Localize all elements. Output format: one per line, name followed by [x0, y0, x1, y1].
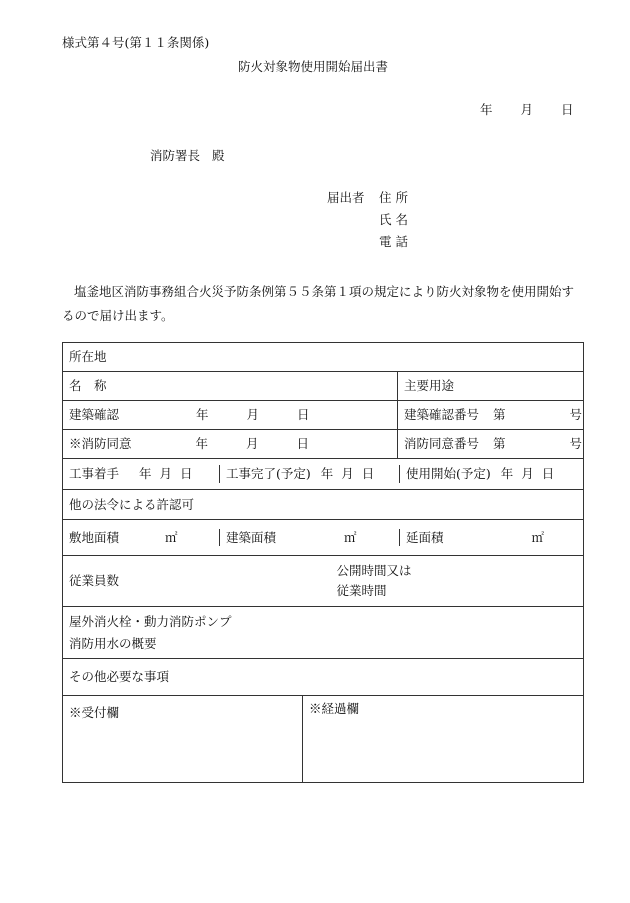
other-items-label: その他必要な事項	[69, 669, 170, 685]
month-label: 月	[246, 436, 259, 452]
name-cell[interactable]	[63, 372, 398, 401]
table-row	[63, 459, 584, 490]
other-permits-cell[interactable]	[63, 490, 584, 520]
open-hours-cell[interactable]	[337, 556, 584, 607]
construction-complete-label: 工事完了(予定)	[226, 466, 311, 482]
construction-start-label: 工事着手	[69, 466, 120, 482]
dai-label: 第	[493, 407, 506, 423]
date-line	[480, 104, 574, 117]
building-confirm-no-label: 建築確認番号	[404, 407, 480, 423]
building-confirm-cell[interactable]	[63, 401, 398, 430]
location-label: 所在地	[69, 349, 107, 365]
building-area-cell[interactable]	[220, 529, 400, 547]
table-row	[63, 401, 584, 430]
month-label: 月	[246, 407, 260, 423]
day-label: 日	[297, 407, 310, 423]
building-confirm-label: 建築確認	[69, 407, 120, 423]
month-label: 月	[521, 466, 534, 482]
progress-cell[interactable]	[303, 696, 583, 782]
floor-area-cell[interactable]	[400, 529, 583, 547]
other-permits-label: 他の法令による許認可	[69, 496, 195, 512]
name-label: 名 称	[69, 378, 107, 394]
document-title: 防火対象物使用開始届出書	[238, 59, 389, 74]
month-label: 月	[159, 466, 173, 482]
honorific-label: 殿	[212, 148, 225, 163]
progress-label: ※経過欄	[309, 701, 360, 716]
employees-cell[interactable]	[63, 556, 337, 607]
employees-label: 従業員数	[69, 573, 120, 589]
year-label: 年	[320, 466, 334, 482]
building-confirm-no-cell[interactable]	[398, 401, 584, 430]
reception-label: ※受付欄	[69, 705, 120, 720]
form-number: 様式第４号(第１１条関係)	[62, 35, 210, 50]
day-label: 日	[361, 466, 375, 482]
day-label: 日	[296, 436, 310, 452]
fire-consent-no-cell[interactable]	[398, 430, 584, 459]
construction-complete-cell[interactable]	[220, 465, 400, 483]
fire-consent-cell[interactable]	[63, 430, 398, 459]
gou-label: 号	[569, 436, 583, 452]
year-label: 年	[196, 407, 209, 423]
table-row	[63, 372, 584, 401]
notification-form-table	[62, 342, 584, 783]
floor-area-label: 延面積	[406, 529, 444, 545]
month-label: 月	[341, 466, 354, 482]
fire-consent-no-label: 消防同意番号	[404, 436, 480, 452]
sqm-unit: ㎡	[531, 529, 545, 545]
hydrant-label: 屋外消火栓・動力消防ポンプ消防用水の概要	[69, 613, 232, 651]
site-area-cell[interactable]	[63, 529, 220, 547]
notifier-label: 届出者	[327, 190, 365, 205]
date-month-label: 月	[520, 102, 534, 117]
reception-cell[interactable]	[63, 696, 303, 782]
year-label: 年	[500, 466, 514, 482]
day-label: 日	[541, 466, 555, 482]
sqm-unit: ㎡	[344, 529, 357, 545]
site-area-label: 敷地面積	[69, 529, 120, 545]
office-use-row-cell	[63, 696, 584, 783]
table-row	[63, 696, 584, 783]
other-items-cell[interactable]	[63, 659, 584, 696]
gou-label: 号	[569, 407, 583, 423]
notifier-address-label: 住 所	[379, 190, 408, 205]
open-hours-label-1: 公開時間又は	[336, 563, 412, 578]
table-row	[63, 430, 584, 459]
main-use-cell[interactable]	[398, 372, 584, 401]
day-label: 日	[180, 466, 193, 482]
dates-row-cell	[63, 459, 584, 490]
table-row	[63, 490, 584, 520]
use-start-cell[interactable]	[400, 465, 583, 483]
area-row-cell	[63, 520, 584, 556]
use-start-label: 使用開始(予定)	[406, 466, 491, 482]
table-row	[63, 607, 584, 659]
notifier-name-label: 氏 名	[379, 212, 408, 227]
table-row	[63, 343, 584, 372]
date-day-label: 日	[561, 102, 574, 117]
fire-station-chief-label: 消防署長	[150, 148, 201, 163]
addressee	[150, 150, 225, 163]
location-cell[interactable]	[63, 343, 584, 372]
year-label: 年	[139, 466, 152, 482]
date-year-label: 年	[480, 102, 493, 117]
table-row	[63, 659, 584, 696]
construction-start-cell[interactable]	[63, 465, 220, 483]
open-hours-label-2: 従業時間	[336, 583, 387, 598]
notifier-phone-label: 電 話	[379, 234, 408, 249]
building-area-label: 建築面積	[226, 529, 277, 545]
table-row	[63, 520, 584, 556]
fire-consent-label: ※消防同意	[69, 436, 132, 452]
sqm-unit: ㎡	[165, 529, 178, 545]
main-use-label: 主要用途	[404, 378, 455, 394]
year-label: 年	[195, 436, 209, 452]
hydrant-cell[interactable]	[63, 607, 584, 659]
table-row	[63, 556, 584, 607]
body-paragraph: 塩釜地区消防事務組合火災予防条例第５５条第１項の規定により防火対象物を使用開始するので届け出ます。	[62, 284, 575, 323]
dai-label: 第	[493, 436, 506, 452]
